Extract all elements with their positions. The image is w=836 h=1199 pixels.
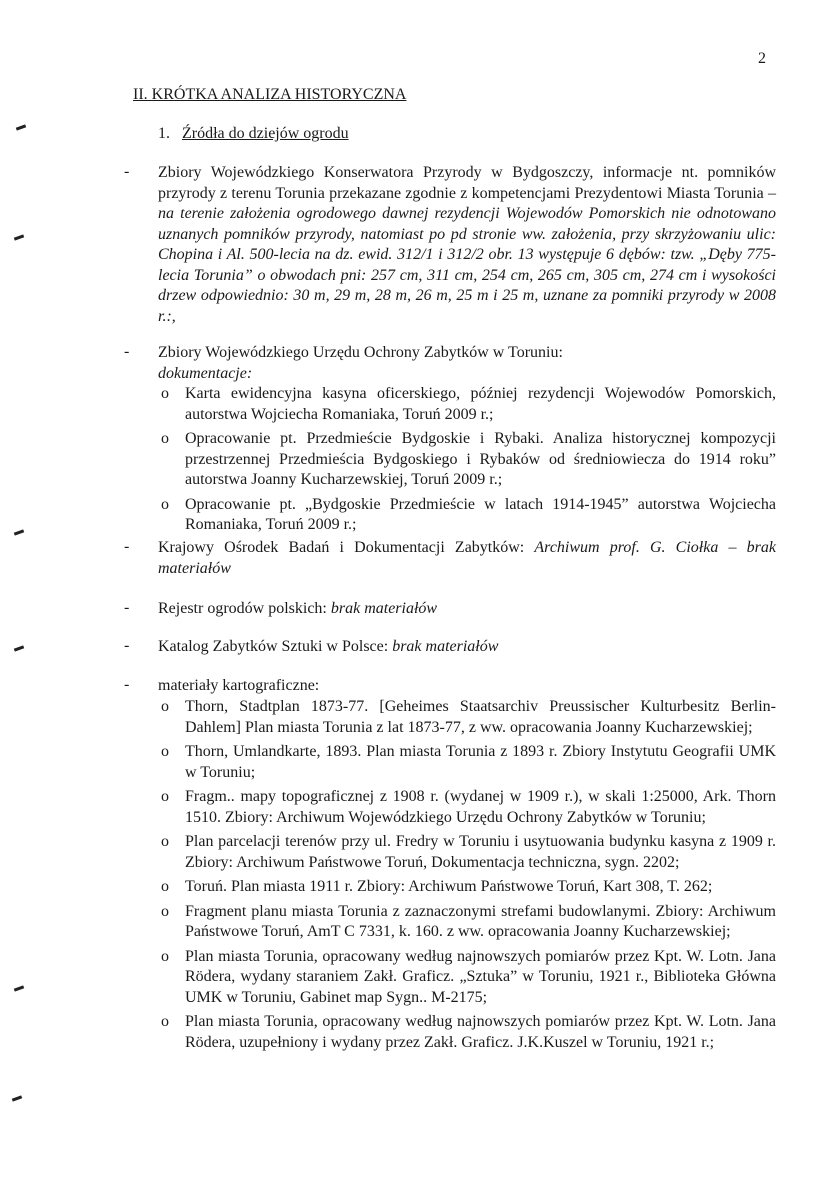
bullet: o xyxy=(161,385,169,402)
list-item: o Opracowanie pt. Przedmieście Bydgoskie i Rybaki. Analiza historycznej kompozycji przestrzennej Przedmieścia Bydgoskiego i Rybaków od średniowiecza do 1914 roku” autorstwa Joanny Kucharzewskiej, Toruń 2009 r.; xyxy=(161,430,776,488)
entry-italic-text: na terenie założenia ogrodowego dawnej rezydencji Wojewodów Pomorskich nie odnotowano uznanych pomników przyrody, natomiast po pd stronie ww. założenia, przy skrzyżowaniu ulic: Chopina i Al. 500-lecia na dz. ewid. 312/1 i 312/2 obr. 13 występuje 6 dębów: tzw. „Dęby 775-lecia Torunia” o obwodach pni: 257 cm, 311 cm, 254 cm, 265 cm, 305 cm, 274 cm i wysokości drzew odpowiednio: 30 m, 29 m, 28 m, 26 m, 25 m i 25 m, uznane za pomniki przyrody w 2008 r.:, xyxy=(158,205,776,325)
bullet: o xyxy=(161,788,169,805)
binding-mark xyxy=(16,124,26,130)
entry-garden-register: Rejestr ogrodów polskich: brak materiałów xyxy=(158,600,438,617)
entry-sublabel: dokumentacje: xyxy=(158,364,253,382)
list-item: o Thorn, Stadtplan 1873-77. [Geheimes Staatsarchiv Preussischer Kulturbesitz Berlin-Dahlem] Plan miasta Torunia z lat 1873-77, z ww. opracowania Joanny Kucharzewskiej; xyxy=(161,698,776,736)
section-heading: II. KRÓTKA ANALIZA HISTORYCZNA xyxy=(133,86,407,103)
entry-title: materiały kartograficzne: xyxy=(158,677,320,694)
binding-mark xyxy=(12,1095,22,1101)
entry-text: Zbiory Wojewódzkiego Konserwatora Przyrody w Bydgoszczy, informacje nt. pomników przyrody z terenu Torunia przekazane zgodnie z kompetencjami Prezydentowi Miasta Torunia – xyxy=(158,164,776,202)
list-dash: - xyxy=(124,676,130,693)
list-dash: - xyxy=(124,599,130,616)
list-item: o Plan miasta Torunia, opracowany według najnowszych pomiarów przez Kpt. W. Lotn. Jana Rödera, uzupełniony i wydany przez Zakł. Graficz. J.K.Kuszel w Toruniu, 1921 r.; xyxy=(161,1013,776,1051)
list-dash: - xyxy=(124,163,130,180)
page-number: 2 xyxy=(758,50,766,67)
entry-cartographic-materials xyxy=(158,676,776,697)
bullet: o xyxy=(161,743,169,760)
list-item: o Plan parcelacji terenów przy ul. Fredry w Toruniu i usytuowania budynku kasyna z 1909 r. Zbiory: Archiwum Państwowe Toruń, Dokumentacja techniczna, sygn. 2202; xyxy=(161,833,776,871)
subsection-heading xyxy=(158,125,349,143)
list-item: o Fragm.. mapy topograficznej z 1908 r. (wydanej w 1909 r.), w skali 1:25000, Ark. Thorn 1510. Zbiory: Archiwum Wojewódzkiego Urzędu Ochrony Zabytków w Toruniu; xyxy=(161,788,776,826)
list-item: o Karta ewidencyjna kasyna oficerskiego, później rezydencji Wojewodów Pomorskich, autorstwa Wojciecha Romaniaka, Toruń 2009 r.; xyxy=(161,385,776,423)
binding-mark xyxy=(14,985,24,991)
bullet: o xyxy=(161,947,169,965)
entry-title: Zbiory Wojewódzkiego Urzędu Ochrony Zabytków w Toruniu: xyxy=(158,344,563,361)
binding-mark xyxy=(14,645,24,651)
list-item: o Opracowanie pt. „Bydgoskie Przedmieście w latach 1914-1945” autorstwa Wojciecha Romaniaka, Toruń 2009 r.; xyxy=(161,495,776,533)
bullet: o xyxy=(161,833,169,850)
list-item: o Toruń. Plan miasta 1911 r. Zbiory: Archiwum Państwowe Toruń, Kart 308, T. 262; xyxy=(158,877,776,898)
bullet: o xyxy=(161,878,169,895)
binding-mark xyxy=(14,529,24,535)
documentation-list xyxy=(158,384,776,540)
subsection-title: Źródła do dziejów ogrodu xyxy=(182,125,349,142)
list-dash: - xyxy=(124,343,130,360)
list-dash: - xyxy=(124,637,130,654)
cartographic-list xyxy=(158,697,776,1057)
bullet: o xyxy=(161,1013,169,1030)
list-item: o Fragment planu miasta Torunia z zaznaczonymi strefami budowlanymi. Zbiory: Archiwum Państwowe Toruń, AmT C 7331, k. 160. z ww. opracowania Joanny Kucharzewskiej; xyxy=(161,902,776,940)
entry-monument-office xyxy=(158,343,776,384)
list-item: o Plan miasta Torunia, opracowany według najnowszych pomiarów przez Kpt. W. Lotn. Jana Rödera, wydany staraniem Zakł. Graficz. „Sztuka” w Toruniu, 1921 r., Biblioteka Główna UMK w Toruniu, Gabinet map Sygn.. M-2175; xyxy=(161,947,776,1006)
entry-art-catalogue: Katalog Zabytków Sztuki w Polsce: brak materiałów xyxy=(158,638,499,655)
binding-mark xyxy=(14,234,24,240)
bullet: o xyxy=(161,430,169,447)
bullet: o xyxy=(161,698,169,715)
entry-conservator-of-nature xyxy=(158,163,776,327)
list-item: o Thorn, Umlandkarte, 1893. Plan miasta Torunia z 1893 r. Zbiory Instytutu Geografii UMK w Toruniu; xyxy=(161,743,776,781)
list-dash: - xyxy=(124,538,130,555)
bullet: o xyxy=(161,495,169,513)
subsection-number: 1. xyxy=(158,125,170,142)
bullet: o xyxy=(161,902,169,920)
entry-national-heritage-board: Krajowy Ośrodek Badań i Dokumentacji Zabytków: Archiwum prof. G. Ciołka – brak materiałów xyxy=(158,539,776,577)
